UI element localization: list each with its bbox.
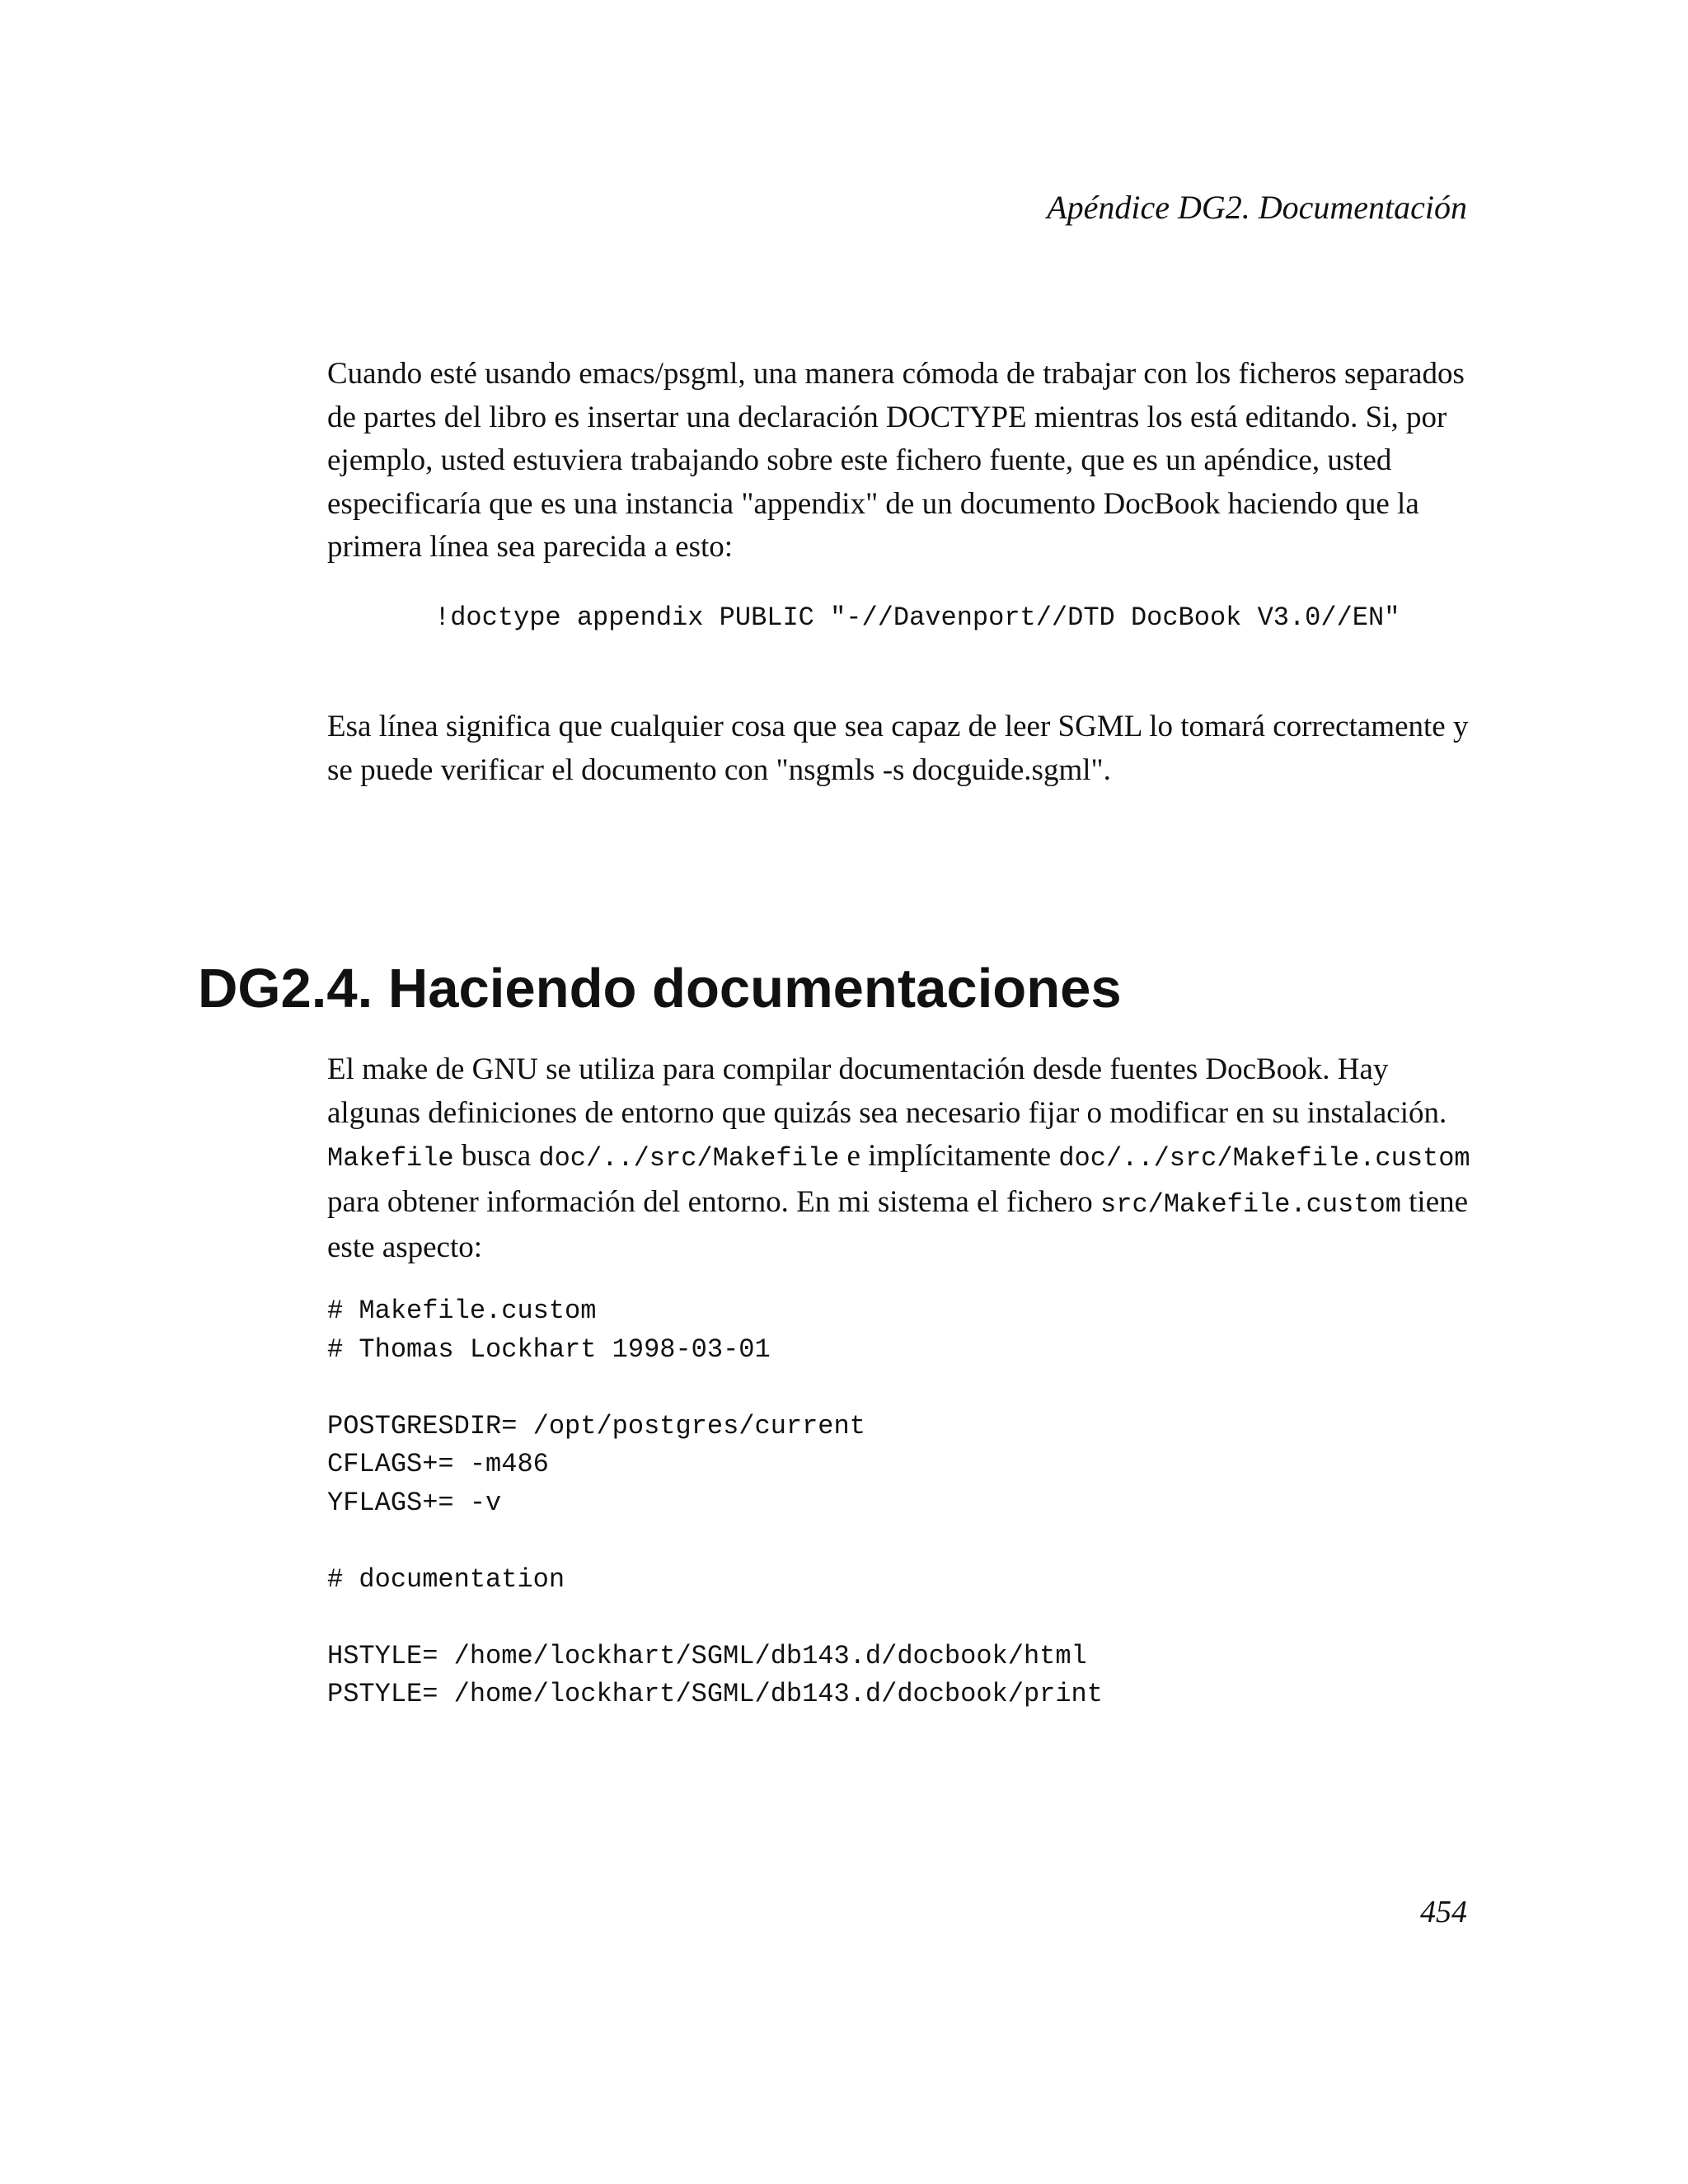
inline-code-src-makefile-custom: src/Makefile.custom: [1100, 1188, 1401, 1220]
section-text-3: e implícitamente: [839, 1139, 1059, 1173]
section-text-4: para obtener información del entorno. En mi sistema el fichero: [327, 1184, 1101, 1219]
makefile-code-block: [327, 1292, 1103, 1714]
running-header: Apéndice DG2. Documentación: [1047, 189, 1467, 226]
section-text-1: El make de GNU se utiliza para compilar documentación desde fuentes DocBook. Hay algunas definiciones de entorno que quizás sea necesario fijar o modificar en su instalación.: [327, 1052, 1447, 1130]
code-line: CFLAGS+= -m486: [327, 1449, 549, 1479]
code-line: [327, 1522, 1103, 1561]
code-line: # Makefile.custom: [327, 1296, 597, 1326]
code-line: YFLAGS+= -v: [327, 1487, 502, 1518]
code-line: [327, 1599, 1103, 1638]
code-line: POSTGRESDIR= /opt/postgres/current: [327, 1410, 865, 1441]
inline-code-makefile-path: doc/../src/Makefile: [538, 1143, 840, 1174]
section-text-5: tiene este aspecto:: [327, 1184, 1469, 1264]
code-line: # Thomas Lockhart 1998-03-01: [327, 1333, 771, 1365]
code-line: # documentation: [327, 1563, 565, 1595]
code-line: [327, 1369, 1103, 1408]
doctype-code: !doctype appendix PUBLIC "-//Davenport//DTD DocBook V3.0//EN": [434, 602, 1400, 633]
page-number: 454: [1420, 1895, 1467, 1929]
code-line: PSTYLE= /home/lockhart/SGML/db143.d/docbook/print: [327, 1679, 1103, 1709]
intro-paragraph: Cuando esté usando emacs/psgml, una manera cómoda de trabajar con los ficheros separados de partes del libro es insertar una declaración DOCTYPE mientras los está editando. Si, por ejemplo, usted estuviera trabajando sobre este fichero fuente, que es un apéndice, usted especificaría que es una instancia "appendix" de un documento DocBook haciendo que la primera línea sea parecida a esto:: [327, 357, 1465, 564]
section-text-2: busca: [453, 1139, 539, 1173]
inline-code-makefile-custom-path: doc/../src/Makefile.custom: [1058, 1143, 1470, 1174]
inline-code-makefile: Makefile: [327, 1143, 454, 1174]
code-line: HSTYLE= /home/lockhart/SGML/db143.d/docbook/html: [327, 1640, 1087, 1671]
followup-paragraph: Esa línea significa que cualquier cosa que sea capaz de leer SGML lo tomará correctamente y se puede verificar el documento con "nsgmls -s docguide.sgml".: [327, 710, 1469, 787]
section-heading: DG2.4. Haciendo documentaciones: [198, 958, 1122, 1019]
section-paragraph: [327, 1048, 1481, 1270]
